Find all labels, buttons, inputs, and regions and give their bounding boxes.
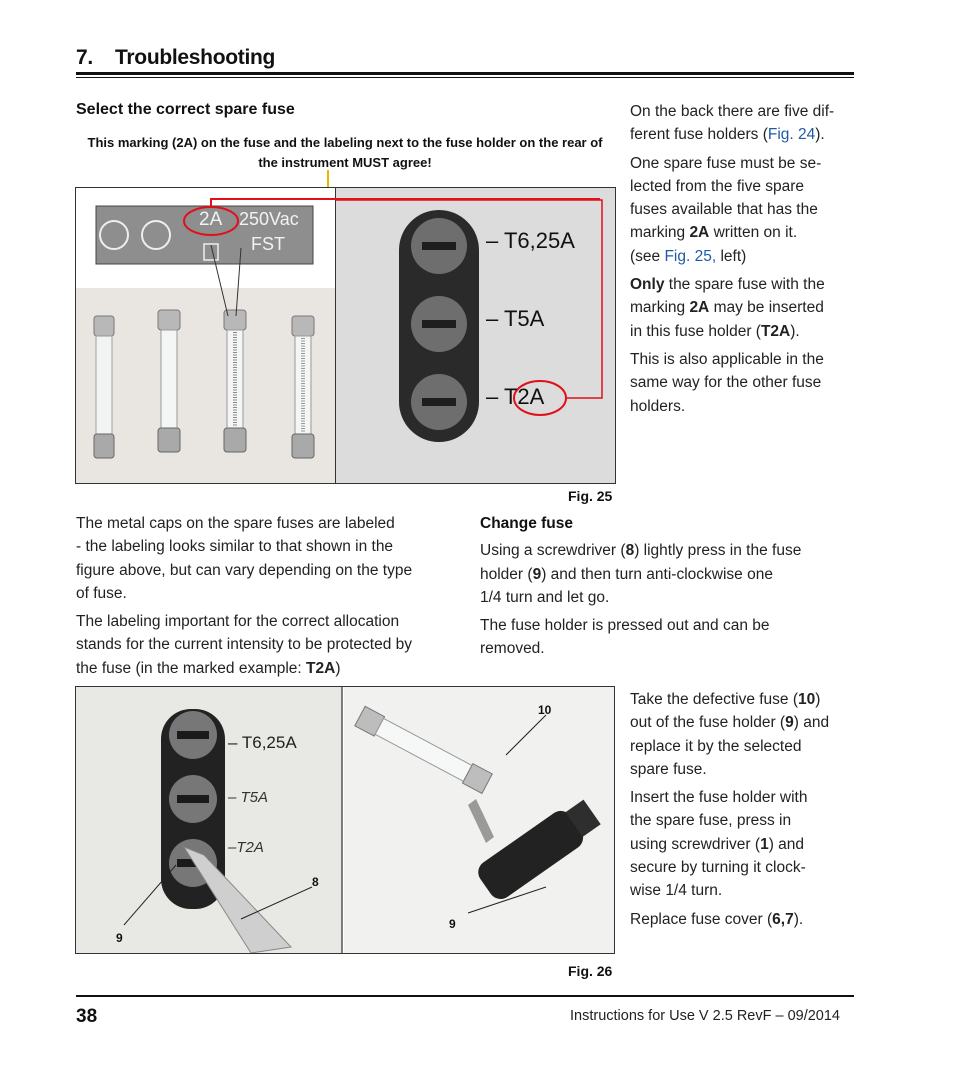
warning-line-2: the instrument MUST agree!: [258, 155, 432, 170]
holder-label-t5a: – T5A: [486, 306, 545, 331]
header-rule-thin: [76, 77, 854, 78]
para-select-spare: [630, 152, 856, 268]
text-line: The fuse holder is pressed out and can be: [480, 617, 770, 635]
fuse-icon: [94, 316, 114, 458]
fuse-marking-voltage: 250Vac: [239, 209, 299, 229]
text-line: Insert the fuse holder with: [630, 789, 808, 807]
right-column-text-3: [630, 688, 856, 931]
fuse-holder-icon: [169, 775, 217, 823]
right-column-text-1: [630, 100, 856, 418]
text-line: same way for the other fuse: [630, 374, 822, 392]
fuse-marking-2a: 2A: [199, 209, 223, 230]
text-line: figure above, but can vary depending on the type: [76, 561, 413, 579]
callout-9-left: 9: [116, 931, 123, 945]
para-labeling: [76, 610, 454, 680]
para-insert-holder: [630, 786, 856, 902]
text-line: This is also applicable in the: [630, 350, 824, 368]
fuse-holder-icon: [411, 296, 467, 352]
callout-10: 10: [538, 703, 552, 717]
text-line: marking 2A written on it.: [630, 224, 798, 242]
text-line: The metal caps on the spare fuses are labeled: [76, 515, 395, 532]
text-line: removed.: [480, 640, 545, 658]
para-take-defective: [630, 688, 856, 781]
footer-rule: [76, 995, 854, 997]
text-line: out of the fuse holder (9) and: [630, 714, 830, 732]
text-line: Replace fuse cover (6,7).: [630, 910, 804, 928]
para-fuse-holders: [630, 100, 856, 147]
page-number: 38: [76, 1006, 98, 1027]
text-line: ferent fuse holders (Fig. 24).: [630, 126, 825, 144]
text-line: lected from the five spare: [630, 177, 805, 195]
fig24-link[interactable]: Fig. 24: [767, 126, 816, 144]
warning-note: [76, 133, 614, 173]
section-heading-change-fuse: Change fuse: [480, 515, 574, 532]
para-also-applicable: [630, 348, 856, 418]
text-line: in this fuse holder (T2A).: [630, 322, 800, 340]
fig26-holder-label-t5a: – T5A: [228, 789, 269, 806]
red-bracket-left: [210, 198, 212, 208]
fuse-holder-icon: [411, 374, 467, 430]
para-pressed-out: [480, 614, 856, 661]
text-line: On the back there are five dif-: [630, 103, 835, 120]
spare-fuses-illustration: [76, 188, 335, 483]
document-info: Instructions for Use V 2.5 RevF – 09/2014: [570, 1008, 840, 1024]
text-line: of fuse.: [76, 584, 127, 602]
left-column-text-2: [76, 512, 454, 680]
text-line: - the labeling looks similar to that shown in the: [76, 538, 394, 556]
para-replace-cover: [630, 908, 856, 931]
red-bracket-top: [210, 198, 600, 200]
warning-line-1: This marking (2A) on the fuse and the labeling next to the fuse holder on the rear of: [87, 135, 603, 150]
fuse-icon: [292, 316, 314, 458]
text-line: stands for the current intensity to be protected by: [76, 636, 413, 654]
fig26-holder-label-t625a: – T6,25A: [228, 733, 297, 752]
text-line: Using a screwdriver (8) lightly press in the fuse: [480, 542, 802, 560]
fig26-holder-label-t2a: –T2A: [228, 839, 264, 856]
text-line: holder (9) and then turn anti-clockwise one: [480, 565, 773, 583]
text-line: spare fuse.: [630, 760, 707, 778]
fuse-holder-icon: [411, 218, 467, 274]
fuse-holders-photo: [335, 188, 616, 483]
fuse-icon: [224, 310, 246, 452]
fig26-caption: Fig. 26: [568, 963, 613, 979]
text-line: Take the defective fuse (10): [630, 691, 821, 708]
spare-fuses-photo: [76, 188, 335, 483]
change-fuse-section: [480, 512, 856, 661]
text-line: marking 2A may be inserted: [630, 299, 824, 317]
header-rule: [76, 72, 854, 75]
text-line: (see Fig. 25, left): [630, 247, 747, 265]
holder-label-t625a: – T6,25A: [486, 228, 575, 253]
text-line: secure by turning it clock-: [630, 859, 806, 877]
fuse-replacement-illustration: [76, 687, 614, 953]
text-line: using screwdriver (1) and: [630, 835, 805, 853]
page-title: 7. Troubleshooting: [76, 46, 276, 69]
fuse-holder-icon: [169, 711, 217, 759]
text-line: wise 1/4 turn.: [630, 882, 723, 900]
para-only-2a: [630, 273, 856, 343]
fig25-link[interactable]: Fig. 25,: [664, 247, 717, 265]
callout-9-right: 9: [449, 917, 456, 931]
text-line: fuses available that has the: [630, 201, 818, 219]
text-line: One spare fuse must be se-: [630, 154, 822, 172]
figure-25: [75, 187, 616, 484]
fuse-marking-type: FST: [251, 234, 285, 254]
text-line: the spare fuse, press in: [630, 812, 792, 830]
para-screwdriver: [480, 539, 856, 609]
para-metal-caps: [76, 512, 454, 605]
figure-26: [75, 686, 615, 954]
text-line: replace it by the selected: [630, 737, 802, 755]
fuse-icon: [158, 310, 180, 452]
text-line: Only the spare fuse with the: [630, 276, 825, 294]
section-heading-select-fuse: Select the correct spare fuse: [76, 101, 295, 118]
text-line: holders.: [630, 397, 686, 415]
text-line: The labeling important for the correct allocation: [76, 613, 400, 631]
callout-8: 8: [312, 875, 319, 889]
text-line: the fuse (in the marked example: T2A): [76, 659, 341, 677]
text-line: 1/4 turn and let go.: [480, 588, 610, 606]
holder-label-t2a: – T2A: [486, 384, 545, 409]
fig25-caption: Fig. 25: [568, 488, 613, 504]
